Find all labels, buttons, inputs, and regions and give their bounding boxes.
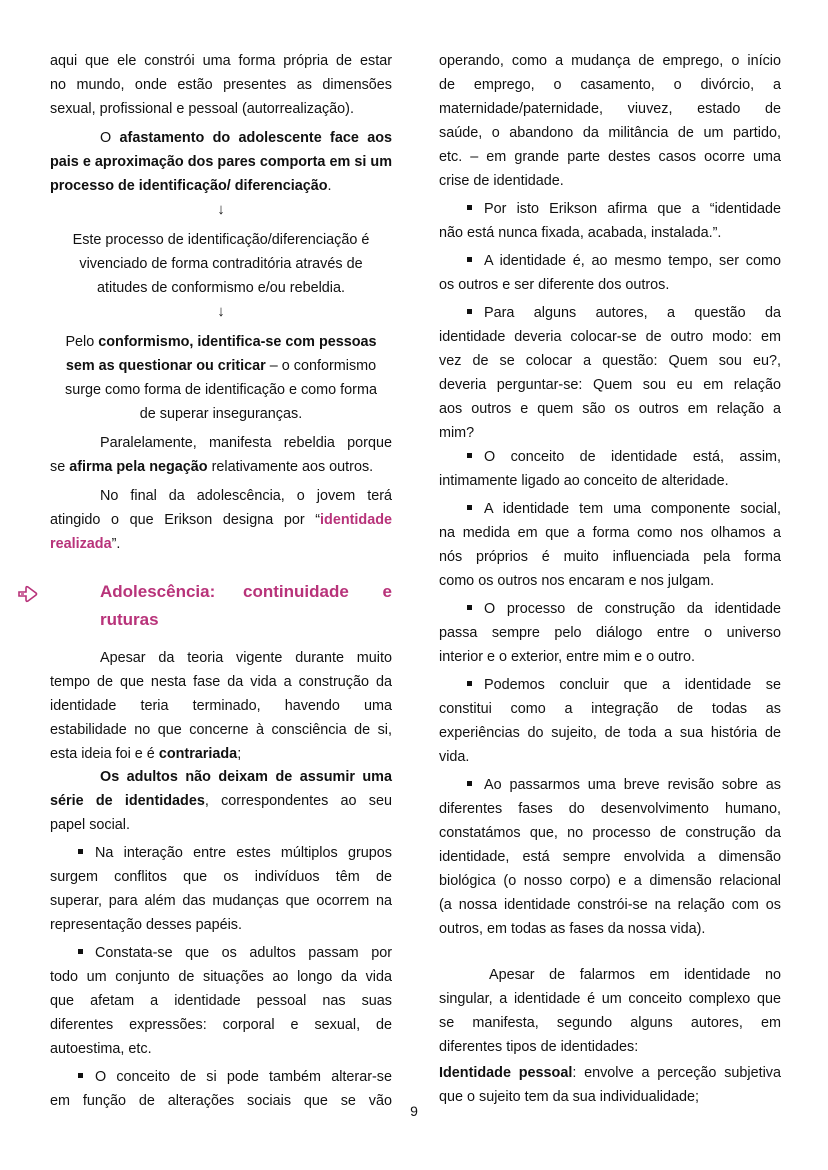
left-text-line	[50, 152, 392, 172]
left-text-line	[50, 51, 392, 71]
line-text: atingido o que Erikson designa por “identidade	[50, 512, 392, 528]
line-text: como os outros nos encaram e nos julgam.	[439, 573, 715, 589]
right-text-line	[439, 675, 781, 695]
line-text: Identidade pessoal: envolve a perceção subjetiva	[439, 1065, 781, 1081]
line-text: No final da adolescência, o jovem terá	[100, 488, 392, 504]
line-text: interior e o exterior, entre mim e o outro.	[439, 649, 695, 665]
left-text-line	[50, 457, 392, 477]
left-text-line	[50, 1015, 392, 1035]
left-text-line	[50, 356, 392, 376]
left-text-line	[50, 891, 392, 911]
line-text: Para alguns autores, a questão da	[484, 305, 781, 321]
left-text-line	[50, 791, 392, 811]
left-text-line	[50, 278, 392, 298]
line-text: atitudes de conformismo e/ou rebeldia.	[97, 280, 345, 296]
line-text: (a nossa identidade constrói-se na relação com os	[439, 897, 781, 913]
left-text-line	[50, 230, 392, 250]
line-text: constatámos que, no processo de construção da	[439, 825, 781, 841]
line-text: Paralelamente, manifesta rebeldia porque	[100, 435, 392, 451]
right-text-line	[439, 171, 781, 191]
line-text: processo de identificação/ diferenciação.	[50, 178, 332, 194]
line-text: O afastamento do adolescente face aos	[100, 130, 392, 146]
left-text-line	[50, 510, 392, 530]
line-text: estabilidade no que concerne à consciência de si,	[50, 722, 392, 738]
line-text: singular, a identidade é um conceito complexo que	[439, 991, 781, 1007]
left-text-line	[50, 99, 392, 119]
line-text: ↓	[217, 303, 225, 320]
line-text: biológica (o nosso corpo) e a dimensão relacional	[439, 873, 781, 889]
left-text-line	[50, 767, 392, 787]
line-text: Apesar de falarmos em identidade no	[489, 967, 781, 983]
square-bullet-icon	[467, 781, 472, 786]
left-text-line	[50, 332, 392, 352]
left-text-line	[50, 200, 392, 220]
left-text-line	[50, 380, 392, 400]
line-text: papel social.	[50, 817, 130, 833]
left-text-line	[50, 648, 392, 668]
line-text: superar, para além das mudanças que ocorrem na	[50, 893, 392, 909]
right-text-line	[439, 547, 781, 567]
square-bullet-icon	[467, 681, 472, 686]
line-text: se manifesta, segundo alguns autores, em	[439, 1015, 781, 1031]
line-text: experiências do sujeito, de toda a sua história de	[439, 725, 781, 741]
line-text: aqui que ele constrói uma forma própria de estar	[50, 53, 392, 69]
line-text: intimamente ligado ao conceito de alteridade.	[439, 473, 729, 489]
square-bullet-icon	[78, 1073, 83, 1078]
right-text-line	[439, 499, 781, 519]
line-text: de superar inseguranças.	[139, 406, 303, 422]
line-text: mim?	[439, 425, 475, 441]
left-text-line	[50, 1091, 392, 1111]
line-text: identidade teria terminado, havendo uma	[50, 698, 392, 714]
line-text: que afetam a identidade pessoal nas suas	[50, 993, 392, 1009]
square-bullet-icon	[78, 949, 83, 954]
left-text-line	[50, 815, 392, 835]
right-text-line	[439, 799, 781, 819]
line-text: representação desses papéis.	[50, 917, 242, 933]
right-text-line	[439, 75, 781, 95]
left-text-line	[50, 991, 392, 1011]
line-text: que o sujeito tem da sua individualidade;	[439, 1089, 700, 1105]
right-text-line	[439, 147, 781, 167]
left-text-line	[50, 486, 392, 506]
right-text-line	[439, 895, 781, 915]
right-text-line	[439, 423, 781, 443]
line-text: os outros e ser diferente dos outros.	[439, 277, 670, 293]
line-text: vivenciado de forma contraditória através de	[79, 256, 363, 272]
line-text: autoestima, etc.	[50, 1041, 152, 1057]
left-text-line	[50, 254, 392, 274]
line-text: diferentes fases do desenvolvimento humano,	[439, 801, 781, 817]
left-text-line	[50, 128, 392, 148]
line-text: identidade, está sempre envolvida a dimensão	[439, 849, 781, 865]
right-text-line	[439, 1063, 781, 1083]
right-text-line	[439, 123, 781, 143]
right-text-line	[439, 303, 781, 323]
left-text-line	[50, 915, 392, 935]
right-text-line	[439, 399, 781, 419]
heading-word-2: continuidade	[243, 582, 349, 601]
line-text: A identidade é, ao mesmo tempo, ser como	[484, 253, 781, 269]
right-text-line	[439, 599, 781, 619]
left-text-line	[50, 1039, 392, 1059]
right-text-line	[439, 471, 781, 491]
left-text-line	[50, 176, 392, 196]
square-bullet-icon	[78, 849, 83, 854]
page-number: 9	[410, 1103, 418, 1119]
right-text-line	[439, 823, 781, 843]
line-text: diferentes expressões: corporal e sexual, de	[50, 1017, 392, 1033]
line-text: esta ideia foi e é contrariada;	[50, 746, 242, 762]
left-text-line	[50, 696, 392, 716]
line-text: Ao passarmos uma breve revisão sobre as	[484, 777, 781, 793]
line-text: sem as questionar ou criticar – o conformismo	[65, 358, 377, 374]
left-text-line	[50, 967, 392, 987]
line-text: operando, como a mudança de emprego, o início	[439, 53, 781, 69]
line-text: Por isto Erikson afirma que a “identidade	[484, 201, 781, 217]
hand-pointer-icon	[17, 584, 41, 604]
right-text-line	[439, 523, 781, 543]
line-text: Este processo de identificação/diferenciação é	[72, 232, 370, 248]
right-text-line	[439, 571, 781, 591]
line-text: identidade deveria colocar-se de outro modo: em	[439, 329, 781, 345]
line-text: etc. – em grande parte destes casos ocorre uma	[439, 149, 781, 165]
line-text: todo um conjunto de situações ao longo da vida	[50, 969, 392, 985]
left-text-line	[50, 943, 392, 963]
line-text: diferentes tipos de identidades:	[439, 1039, 639, 1055]
line-text: Os adultos não deixam de assumir uma	[100, 769, 392, 785]
right-text-line	[439, 275, 781, 295]
line-text: O conceito de identidade está, assim,	[484, 449, 781, 465]
square-bullet-icon	[467, 309, 472, 314]
line-text: crise de identidade.	[439, 173, 564, 189]
right-text-line	[439, 623, 781, 643]
line-text: em função de alterações sociais que se vão	[50, 1093, 392, 1109]
right-text-line	[439, 251, 781, 271]
right-text-line	[439, 351, 781, 371]
right-text-line	[439, 375, 781, 395]
line-text: se afirma pela negação relativamente aos outros.	[50, 459, 374, 475]
right-text-line	[439, 871, 781, 891]
line-text: aos outros e quem são os outros em relação a	[439, 401, 781, 417]
square-bullet-icon	[467, 205, 472, 210]
right-text-line	[439, 1013, 781, 1033]
line-text: nós próprios é muito influenciada pela forma	[439, 549, 781, 565]
right-text-line	[439, 1087, 781, 1107]
right-text-line	[439, 1037, 781, 1057]
line-text: deveria perguntar-se: Quem sou eu em relação	[439, 377, 781, 393]
line-text: saúde, o abandono da militância de um partido,	[439, 125, 781, 141]
line-text: Apesar da teoria vigente durante muito	[100, 650, 392, 666]
line-text: surge como forma de identificação e como forma	[65, 382, 377, 398]
right-text-line	[439, 223, 781, 243]
right-text-line	[439, 989, 781, 1009]
line-text: Podemos concluir que a identidade se	[484, 677, 781, 693]
square-bullet-icon	[467, 453, 472, 458]
line-text: série de identidades, correspondentes ao seu	[50, 793, 392, 809]
left-text-line	[50, 744, 392, 764]
line-text: O conceito de si pode também alterar-se	[95, 1069, 392, 1085]
heading-word-3: e	[382, 582, 392, 601]
right-text-line	[439, 747, 781, 767]
line-text: ↓	[217, 201, 225, 218]
line-text: O processo de construção da identidade	[484, 601, 781, 617]
line-text: pais e aproximação dos pares comporta em si um	[50, 154, 392, 170]
square-bullet-icon	[467, 257, 472, 262]
line-text: sexual, profissional e pessoal (autorrealização).	[50, 101, 354, 117]
right-text-line	[439, 199, 781, 219]
line-text: de emprego, o casamento, o divórcio, a	[439, 77, 781, 93]
line-text: Pelo conformismo, identifica-se com pessoas	[65, 334, 377, 350]
line-text: realizada”.	[50, 536, 121, 552]
line-text: Constata-se que os adultos passam por	[95, 945, 392, 961]
right-text-line	[439, 99, 781, 119]
right-text-line	[439, 447, 781, 467]
heading-word-1: Adolescência:	[100, 582, 216, 601]
line-text: constitui como a integração de todas as	[439, 701, 781, 717]
right-text-line	[439, 965, 781, 985]
line-text: surgem conflitos que os indivíduos têm de	[50, 869, 392, 885]
right-text-line	[439, 919, 781, 939]
line-text: Na interação entre estes múltiplos grupos	[95, 845, 392, 861]
right-text-line	[439, 51, 781, 71]
line-text: vez de se colocar a questão: Quem sou eu?,	[439, 353, 781, 369]
square-bullet-icon	[467, 505, 472, 510]
right-text-line	[439, 723, 781, 743]
left-text-line	[50, 302, 392, 322]
line-text: passa sempre pelo diálogo entre o universo	[439, 625, 781, 641]
left-text-line	[50, 720, 392, 740]
right-text-line	[439, 647, 781, 667]
right-text-line	[439, 699, 781, 719]
square-bullet-icon	[467, 605, 472, 610]
line-text: maternidade/paternidade, viuvez, estado de	[439, 101, 781, 117]
line-text: não está nunca fixada, acabada, instalada.”.	[439, 225, 722, 241]
left-text-line	[50, 75, 392, 95]
right-text-line	[439, 775, 781, 795]
line-text: no mundo, onde estão presentes as dimensões	[50, 77, 392, 93]
left-text-line	[50, 404, 392, 424]
line-text: tempo de que nesta fase da vida a construção da	[50, 674, 392, 690]
left-text-line	[50, 534, 392, 554]
left-text-line	[50, 1067, 392, 1087]
left-text-line	[50, 433, 392, 453]
section-heading-line2: ruturas	[100, 610, 159, 629]
left-text-line	[50, 843, 392, 863]
left-text-line	[50, 672, 392, 692]
line-text: outros, em todas as fases da nossa vida).	[439, 921, 706, 937]
line-text: na medida em que a forma como nos olhamos a	[439, 525, 781, 541]
line-text: vida.	[439, 749, 470, 765]
right-text-line	[439, 327, 781, 347]
left-text-line	[50, 867, 392, 887]
line-text: A identidade tem uma componente social,	[484, 501, 781, 517]
right-text-line	[439, 847, 781, 867]
